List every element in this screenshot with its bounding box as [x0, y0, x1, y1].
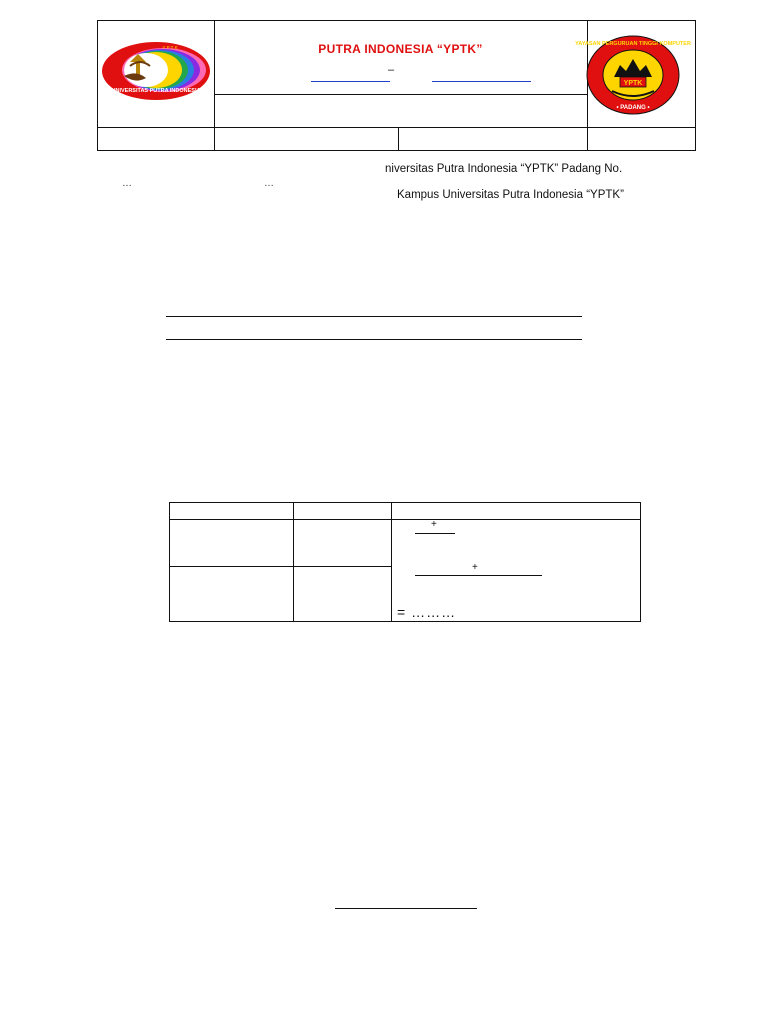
signature-line[interactable] [335, 908, 477, 909]
svg-text:• PADANG •: • PADANG • [616, 105, 650, 111]
foundation-logo-icon [575, 35, 691, 115]
address-line-1: niversitas Putra Indonesia “YPTK” Padang No. [385, 163, 623, 175]
letterhead-rule-title [214, 94, 587, 95]
university-logo [100, 40, 212, 102]
formula-fraction-bar-2 [415, 575, 542, 576]
svg-text:YPTK: YPTK [623, 80, 643, 87]
table-divider-col-1 [293, 502, 294, 622]
organization-name: PUTRA INDONESIA “YPTK” [318, 42, 483, 56]
link-underline-right[interactable] [432, 81, 531, 82]
svg-text:YAYASAN PERGURUAN TINGGI KOMPU: YAYASAN PERGURUAN TINGGI KOMPUTER [575, 41, 691, 47]
blank-line-2[interactable] [166, 339, 582, 340]
ellipsis-1: … [122, 178, 132, 189]
letterhead-divider-middle [398, 127, 399, 151]
address-line-2: Kampus Universitas Putra Indonesia “YPTK” [397, 189, 624, 201]
link-underline-left[interactable] [311, 81, 390, 82]
foundation-logo [575, 35, 691, 115]
title-dash: – [388, 64, 395, 76]
formula-plus-2: + [472, 562, 478, 573]
formula-plus-1: + [431, 519, 437, 530]
letterhead-divider-left [214, 20, 215, 151]
letterhead-rule-bottom [97, 127, 696, 128]
table-row-rule [169, 566, 391, 567]
blank-line-1[interactable] [166, 316, 582, 317]
svg-text:Y P T K: Y P T K [162, 45, 178, 50]
formula-fraction-bar-1 [415, 533, 455, 534]
svg-text:UNIVERSITAS PUTRA INDONESIA: UNIVERSITAS PUTRA INDONESIA [111, 88, 201, 94]
ellipsis-2: … [264, 178, 274, 189]
university-logo-icon [100, 40, 212, 102]
table-divider-col-2 [391, 502, 392, 622]
formula-result: = ……… [397, 604, 457, 620]
table-header-rule [169, 519, 641, 520]
